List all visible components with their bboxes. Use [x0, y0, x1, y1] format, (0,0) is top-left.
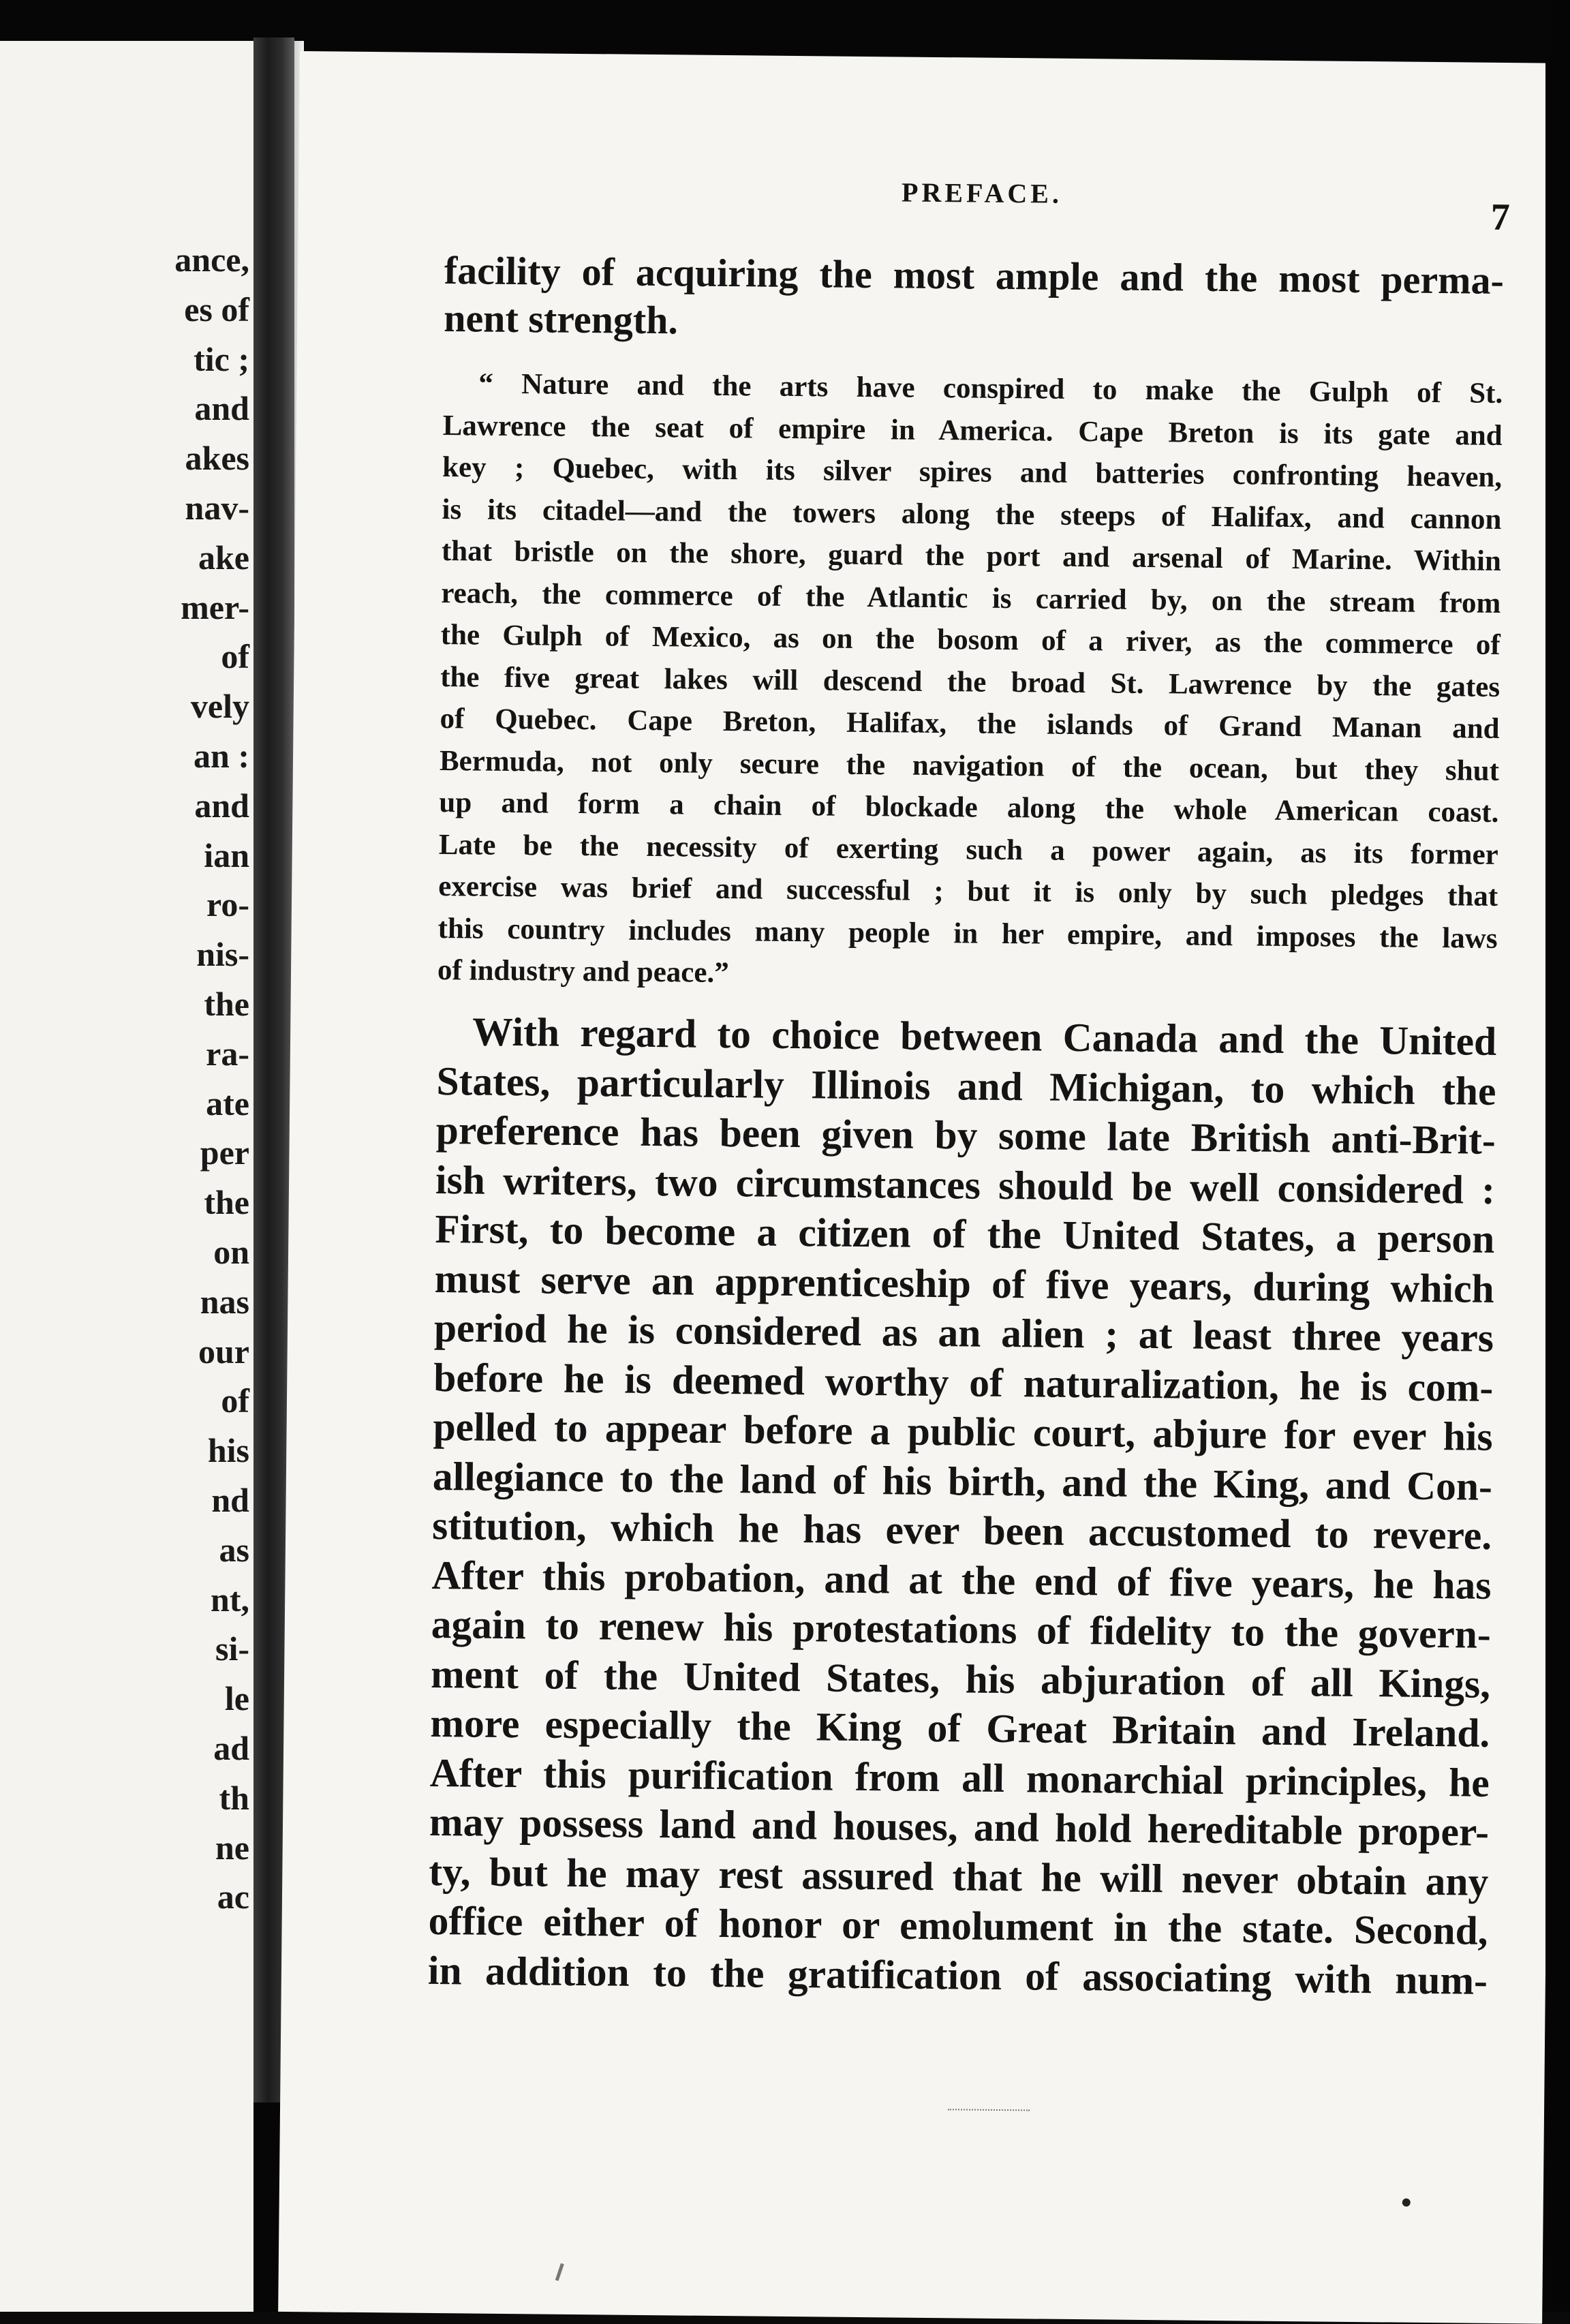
- quotation-line: of Quebec. Cape Breton, Halifax, the islands of Grand Manan and: [440, 703, 1500, 745]
- paragraph-line: ment of the United States, his abjuration of all Kings,: [430, 1651, 1491, 1707]
- text-line: facility of acquiring the most ample and the most perma-: [444, 248, 1505, 303]
- quotation-line: up and form a chain of blockade along the whole American coast.: [439, 786, 1499, 829]
- body-paragraph: [428, 1007, 1497, 2005]
- left-page-fragment: es of: [184, 290, 249, 328]
- quotation-line: the Gulph of Mexico, as on the bosom of a river, as the commerce of: [440, 619, 1500, 661]
- left-page-fragment: our: [198, 1332, 249, 1371]
- left-page-fragment: ro-: [206, 885, 249, 924]
- left-page-fragment: the: [204, 1183, 249, 1222]
- quotation-line: Bermuda, not only secure the navigation of the ocean, but they shut: [439, 744, 1500, 787]
- paragraph-line: more especially the King of Great Britain and Ireland.: [430, 1700, 1490, 1756]
- left-page-fragment: ne: [215, 1828, 249, 1867]
- footer-rule: [948, 2109, 1030, 2111]
- left-page-fragment: nis-: [196, 935, 249, 974]
- left-page-fragment: mer-: [181, 587, 249, 626]
- paragraph-line: stitution, which he has ever been accustomed to revere.: [431, 1502, 1492, 1558]
- paragraph-line: period he is considered as an alien ; at least three years: [433, 1304, 1494, 1360]
- paragraph-line: must serve an apprenticeship of five years, during which: [434, 1255, 1494, 1311]
- paragraph-line: office either of honor or emolument in the state. Second,: [428, 1897, 1488, 1953]
- ink-dot: [1402, 2199, 1411, 2207]
- left-page-fragment: nas: [200, 1282, 249, 1321]
- quotation-line: this country includes many people in her empire, and imposes the laws: [437, 912, 1498, 955]
- left-page-fragment: per: [200, 1133, 249, 1172]
- left-page-fragment: ac: [217, 1878, 249, 1916]
- left-page-fragment: ake: [198, 538, 249, 577]
- left-page-fragment: and: [194, 389, 249, 428]
- left-page-fragment: on: [213, 1232, 249, 1271]
- left-page-fragment: si-: [215, 1630, 249, 1668]
- paragraph-line: in addition to the gratification of associating with num-: [427, 1947, 1488, 2003]
- quotation-line: the five great lakes will descend the broad St. Lawrence by the gates: [440, 660, 1500, 703]
- left-page-fragment: ate: [206, 1084, 249, 1122]
- paragraph-line: before he is deemed worthy of naturalization, he is com-: [433, 1354, 1494, 1410]
- paragraph-line: After this purification from all monarchial principles, he: [429, 1749, 1490, 1805]
- left-page-fragment: nt,: [211, 1580, 249, 1619]
- ink-speck: [555, 2263, 564, 2281]
- left-page-fragment: an :: [194, 736, 249, 775]
- left-page-fragment: nav-: [185, 488, 249, 527]
- text-line: nent strength.: [443, 296, 679, 343]
- paragraph-line: With regard to choice between Canada and the United: [472, 1009, 1497, 1064]
- left-page-fragment: ra-: [206, 1034, 249, 1073]
- left-page-fragment: vely: [190, 687, 249, 726]
- left-page-fragment: le: [224, 1679, 249, 1718]
- left-facing-page: [0, 41, 253, 2312]
- paragraph-line: pelled to appear before a public court, abjure for ever his: [433, 1403, 1493, 1459]
- quotation-line: key ; Quebec, with its silver spires and batteries confronting heaven,: [442, 451, 1503, 493]
- left-page-text-fragments: [0, 235, 253, 1922]
- left-page-fragment: his: [207, 1431, 249, 1470]
- paragraph-line: First, to become a citizen of the United States, a person: [435, 1206, 1495, 1262]
- left-page-fragment: the: [204, 984, 249, 1023]
- left-page-fragment: th: [219, 1778, 249, 1817]
- left-page-fragment: nd: [211, 1480, 249, 1519]
- page: [278, 51, 1564, 2324]
- paragraph-line: again to renew his protestations of fidelity to the govern-: [431, 1601, 1492, 1657]
- left-page-fragment: tic ;: [194, 339, 249, 378]
- quotation-line: Lawrence the seat of empire in America. Cape Breton is its gate and: [442, 409, 1503, 452]
- quotation-line: Late be the necessity of exerting such a power again, as its former: [438, 828, 1498, 871]
- quotation-line: that bristle on the shore, guard the port and arsenal of Marine. Within: [441, 535, 1502, 577]
- left-page-fragment: ad: [213, 1728, 249, 1767]
- paragraph-line: ty, but he may rest assured that he will never obtain any: [429, 1848, 1489, 1904]
- quotation-line: of industry and peace.”: [437, 954, 729, 990]
- paragraph-line: ish writers, two circumstances should be well considered :: [435, 1157, 1496, 1212]
- paragraph-line: States, particularly Illinois and Michigan, to which the: [436, 1058, 1496, 1114]
- paragraph-line: allegiance to the land of his birth, and the King, and Con-: [432, 1453, 1493, 1509]
- page-number: 7: [1490, 196, 1511, 239]
- quotation-line: reach, the commerce of the Atlantic is carried by, on the stream from: [441, 577, 1501, 620]
- left-page-fragment: ance,: [174, 241, 249, 279]
- left-page-fragment: of: [221, 637, 249, 676]
- left-page-fragment: akes: [185, 439, 249, 478]
- left-page-fragment: as: [219, 1530, 249, 1569]
- continuation-text: [444, 247, 1504, 352]
- quotation-line: exercise was brief and successful ; but it is only by such pledges that: [438, 870, 1498, 913]
- running-head: PREFACE.: [901, 177, 1063, 209]
- paragraph-line: preference has been given by some late British anti-Brit-: [435, 1107, 1496, 1163]
- quotation-line: is its citadel—and the towers along the steeps of Halifax, and cannon: [442, 493, 1502, 536]
- quotation-block: [437, 363, 1503, 1001]
- left-page-fragment: and: [194, 786, 249, 825]
- quotation-line: “ Nature and the arts have conspired to make the Gulph of St.: [478, 367, 1503, 410]
- left-page-fragment: ian: [204, 836, 249, 874]
- paragraph-line: may possess land and houses, and hold hereditable proper-: [429, 1799, 1490, 1854]
- left-page-fragment: of: [221, 1381, 249, 1420]
- paragraph-line: After this probation, and at the end of five years, he has: [431, 1552, 1492, 1608]
- scan-edge: [1545, 0, 1570, 2312]
